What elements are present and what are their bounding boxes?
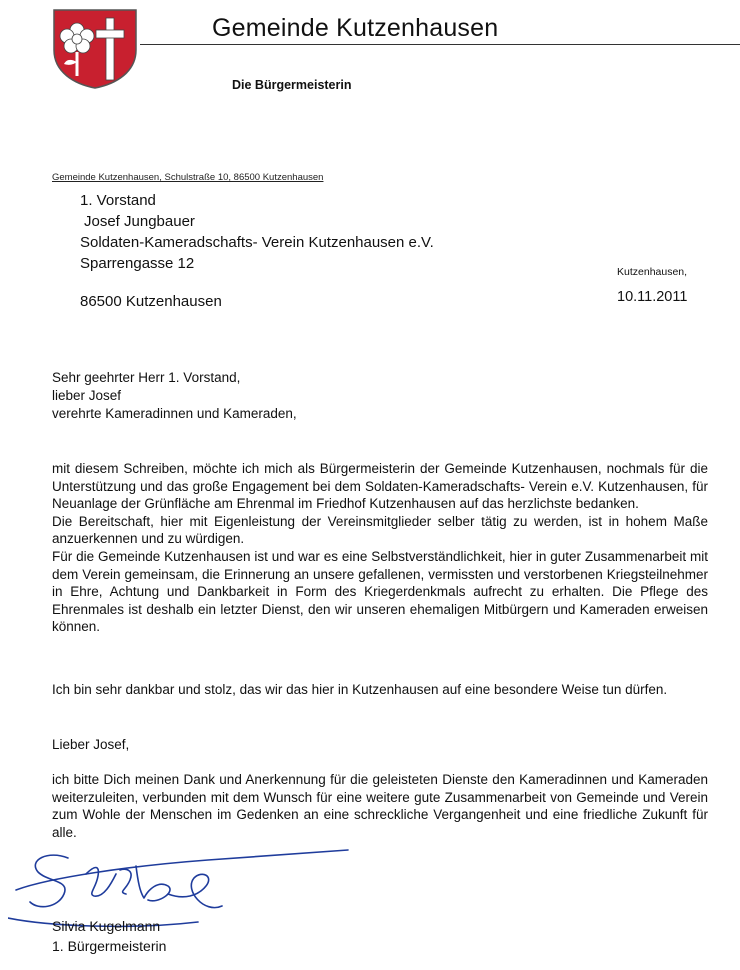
letter-body [52,460,708,636]
header-rule [140,44,740,45]
municipality-title: Gemeinde Kutzenhausen [212,14,499,42]
signer-title: 1. Bürgermeisterin [52,938,167,954]
recipient-name: Josef Jungbauer [84,213,195,230]
recipient-organization: Soldaten-Kameradschafts- Verein Kutzenhausen e.V. [80,234,434,251]
body-paragraph: Für die Gemeinde Kutzenhausen ist und war es eine Selbstverständlichkeit, hier in guter Zusammenarbeit mit dem Verein gemeinsam, die Erinnerung an unsere gefallenen, vermissten und verstorbenen Kriegsteilnehmer in Ehre, Achtung und Dankbarkeit in Form des Kriegerdenkmals aufrecht zu erhalten. Die Pflege des Ehrenmales ist deshalb ein letzter Dienst, den wir unseren ehemaligen Mitbürgern und Kameraden erweisen können. [52,548,708,635]
recipient-line-1: 1. Vorstand [80,192,156,209]
body-paragraph-block [52,736,708,754]
body-paragraph: Ich bin sehr dankbar und stolz, das wir das hier in Kutzenhausen auf eine besondere Weise tun dürfen. [52,682,668,697]
letter-date: 10.11.2011 [617,289,688,305]
letter-place: Kutzenhausen, [617,266,688,278]
office-subtitle: Die Bürgermeisterin [232,78,352,92]
return-address: Gemeinde Kutzenhausen, Schulstraße 10, 86500 Kutzenhausen [52,172,324,183]
signature-block [52,916,166,956]
body-paragraph: ich bitte Dich meinen Dank und Anerkennung für die geleisteten Dienste den Kameradinnen und Kameraden weiterzuleiten, verbunden mit dem Wunsch für eine weitere gute Zusammenarbeit von Gemeinde und Verein zum Wohle der Menschen im Gedenken an eine schreckliche Vergangenheit und eine friedliche Zukunft für alle. [52,772,708,840]
body-paragraph: mit diesem Schreiben, möchte ich mich als Bürgermeisterin der Gemeinde Kutzenhausen, nochmals für die Unterstützung und das große Engagement bei dem Soldaten-Kameradschafts- Verein e.V. Kutzenhausen, für Neuanlage der Grünfläche am Ehrenmal im Friedhof Kutzenhausen auf das herzlichste bedanken. [52,461,708,512]
salutation-line: lieber Josef [52,388,122,403]
recipient-street: Sparrengasse 12 [80,255,195,272]
closing-address: Lieber Josef, [52,737,130,752]
body-paragraph: Die Bereitschaft, hier mit Eigenleistung der Vereinsmitglieder selber tätig zu werden, ist in hohem Maße anzuerkennen und zu würdigen. [52,513,708,547]
coat-of-arms-icon [50,6,140,90]
salutation [52,369,297,423]
recipient-city: 86500 Kutzenhausen [80,293,222,310]
signer-name: Silvia Kugelmann [52,918,161,934]
body-paragraph-block [52,681,708,699]
salutation-line: Sehr geehrter Herr 1. Vorstand, [52,370,241,385]
salutation-line: verehrte Kameradinnen und Kameraden, [52,406,297,421]
